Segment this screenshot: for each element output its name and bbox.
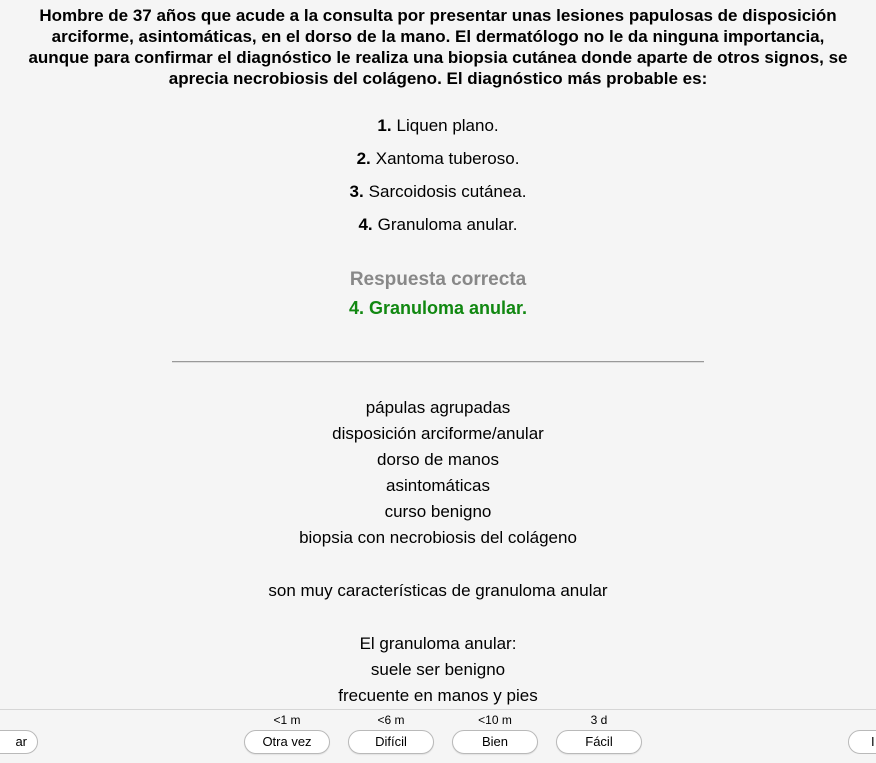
- note-line: asintomáticas: [386, 476, 490, 495]
- options-list: [0, 109, 876, 241]
- option-number: 2.: [356, 149, 371, 168]
- good-interval: <10 m: [478, 713, 512, 727]
- note-line: pápulas agrupadas: [365, 398, 511, 417]
- answer-button-bar: [0, 709, 876, 763]
- hard-interval: <6 m: [377, 713, 405, 727]
- answer-value: 4. Granuloma anular.: [348, 298, 528, 318]
- explanation-notes: [0, 395, 876, 709]
- easy-button[interactable]: Fácil: [556, 730, 642, 754]
- option-number: 4.: [358, 215, 373, 234]
- question-line: Hombre de 37 años que acude a la consulta por presentar unas lesiones papulosas de disposición: [39, 6, 837, 25]
- edit-button[interactable]: ar: [0, 730, 38, 754]
- option-text: Sarcoidosis cutánea.: [368, 182, 527, 201]
- question-line: aprecia necrobiosis del colágeno. El diagnóstico más probable es:: [168, 69, 708, 88]
- note-line: disposición arciforme/anular: [332, 424, 544, 443]
- hard-button[interactable]: Difícil: [348, 730, 434, 754]
- question-line: arciforme, asintomáticas, en el dorso de la mano. El dermatólogo no le da ninguna importancia,: [51, 27, 825, 46]
- easy-group: [556, 710, 642, 754]
- note-summary: son muy características de granuloma anular: [268, 581, 608, 600]
- option-text: Liquen plano.: [396, 116, 499, 135]
- note-line: El granuloma anular:: [359, 634, 517, 653]
- easy-interval: 3 d: [590, 713, 608, 727]
- question-line: aunque para confirmar el diagnóstico le realiza una biopsia cutánea donde aparte de otros signos, se: [28, 48, 848, 67]
- again-interval: <1 m: [273, 713, 301, 727]
- again-group: [244, 710, 330, 754]
- good-group: [452, 710, 538, 754]
- question-text: [0, 5, 876, 89]
- again-button[interactable]: Otra vez: [244, 730, 330, 754]
- option-item: [0, 208, 876, 241]
- note-line: curso benigno: [384, 502, 492, 521]
- hard-group: [348, 710, 434, 754]
- option-text: Xantoma tuberoso.: [375, 149, 520, 168]
- note-line: suele ser benigno: [370, 660, 506, 679]
- option-text: Granuloma anular.: [377, 215, 518, 234]
- note-line: dorso de manos: [377, 450, 499, 469]
- spacer: [0, 551, 876, 578]
- note-line: biopsia con necrobiosis del colágeno: [299, 528, 577, 547]
- option-number: 1.: [377, 116, 392, 135]
- option-item: [0, 175, 876, 208]
- option-number: 3.: [349, 182, 364, 201]
- note-line: frecuente en manos y pies: [338, 686, 538, 705]
- divider: [172, 361, 704, 363]
- spacer: [0, 604, 876, 631]
- good-button[interactable]: Bien: [452, 730, 538, 754]
- more-button[interactable]: I: [848, 730, 876, 754]
- answer-heading: Respuesta correcta: [349, 269, 527, 290]
- option-item: [0, 109, 876, 142]
- option-item: [0, 142, 876, 175]
